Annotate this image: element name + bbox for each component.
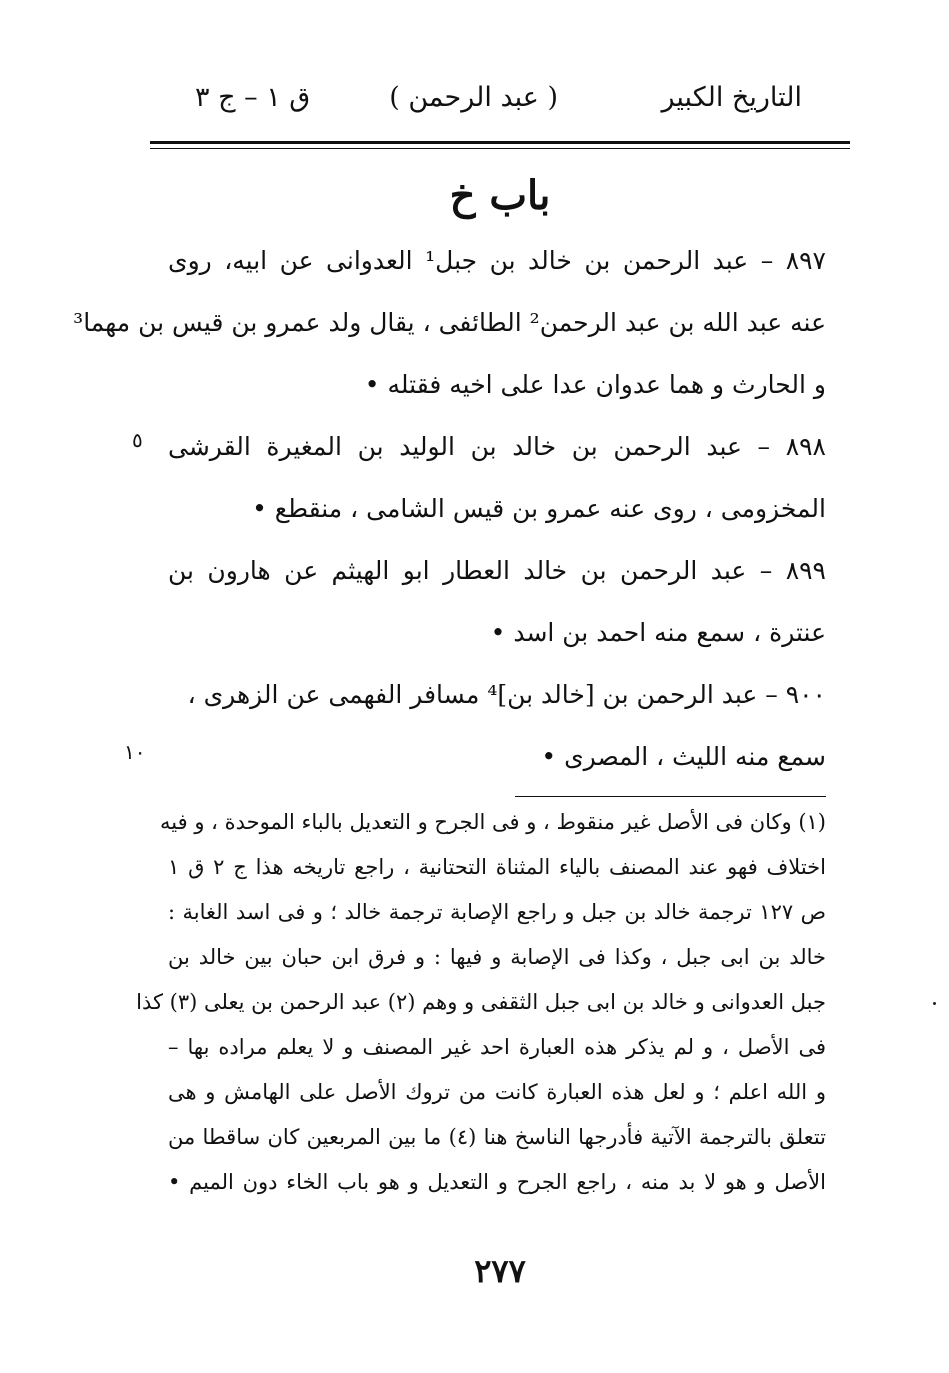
header-rule-thick <box>150 141 850 144</box>
line-number-10: ١٠ <box>124 740 146 764</box>
text-line: و الحارث و هما عدوان عدا على اخيه فقتله • <box>364 370 826 399</box>
footnote-line: و الله اعلم ؛ و لعل هذه العبارة كانت من تروك الأصل على الهامش و هى <box>168 1080 826 1104</box>
section-title: باب خ <box>449 172 551 219</box>
text-line: سمع منه الليث ، المصرى • <box>541 742 826 771</box>
footnote-line: فى الأصل ، و لم يذكر هذه العبارة احد غير المصنف و لا يعلم مراده بها – <box>168 1035 826 1059</box>
text-line: ٨٩٧ – عبد الرحمن بن خالد بن جبل¹ العدوانى عن ابيه، روى <box>168 246 826 275</box>
footnotes <box>136 800 827 1205</box>
footnote-line: اختلاف فهو عند المصنف بالياء المثناة التحتانية ، راجع تاريخه هذا ج ٢ ق ١ <box>168 855 826 879</box>
footnote-line: (١) وكان فى الأصل غير منقوط ، و فى الجرح و التعديل بالباء الموحدة ، و فيه <box>160 810 826 834</box>
text-line: ٨٩٩ – عبد الرحمن بن خالد العطار ابو الهيثم عن هارون بن <box>168 556 826 585</box>
header-rule-thin <box>150 148 850 149</box>
volume-reference: ق ١ – ج ٣ <box>195 82 311 113</box>
section-name: ( عبد الرحمن ) <box>389 82 558 113</box>
footnote-line: الأصل و هو لا بد منه ، راجع الجرح و التعديل و هو باب الخاء دون الميم • <box>168 1170 826 1194</box>
page-number: ٢٧٧ <box>474 1252 526 1290</box>
text-line: عنترة ، سمع منه احمد بن اسد • <box>490 618 826 647</box>
book-title: التاريخ الكبير <box>661 82 802 113</box>
footnote-rule <box>515 796 826 797</box>
footnote-line: خالد بن ابى جبل ، وكذا فى الإصابة و فيها : و فرق ابن حبان بين خالد بن <box>168 945 826 969</box>
line-number-5: ٥ <box>132 428 143 452</box>
text-line: ٩٠٠ – عبد الرحمن بن [خالد بن]⁴ مسافر الفهمى عن الزهرى ، <box>187 680 826 709</box>
footnote-line: ص ١٢٧ ترجمة خالد بن جبل و راجع الإصابة ترجمة خالد ؛ و فى اسد الغابة : <box>168 900 826 924</box>
text-line: عنه عبد الله بن عبد الرحمن² الطائفى ، يقال ولد عمرو بن قيس بن مهما³ <box>73 308 826 337</box>
scan-speck <box>933 1002 936 1005</box>
running-header <box>150 82 850 132</box>
footnote-line: تتعلق بالترجمة الآتية فأدرجها الناسخ هنا (٤) ما بين المربعين كان ساقطا من <box>168 1125 827 1149</box>
text-line: المخزومى ، روى عنه عمرو بن قيس الشامى ، منقطع • <box>252 494 826 523</box>
text-line: ٨٩٨ – عبد الرحمن بن خالد بن الوليد بن المغيرة القرشى <box>168 432 826 461</box>
footnote-line: جبل العدوانى و خالد بن ابى جبل الثقفى و وهم (٢) عبد الرحمن بن يعلى (٣) كذا <box>136 990 826 1014</box>
